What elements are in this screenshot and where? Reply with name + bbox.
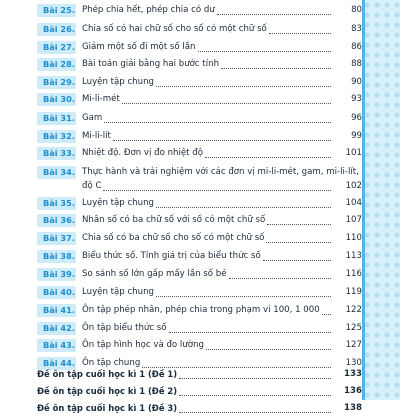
lesson-title: Ôn tập hình học và đo lường <box>82 340 204 350</box>
toc-entry[interactable] <box>0 304 362 317</box>
dot-leader <box>156 296 331 297</box>
page-number: 101 <box>345 148 362 158</box>
toc-entry[interactable] <box>0 93 362 106</box>
lesson-number-badge: Bài 44. <box>37 357 76 370</box>
lesson-number-badge: Bài 29. <box>37 76 76 89</box>
toc-entry[interactable] <box>0 339 362 352</box>
toc-entry[interactable] <box>0 147 362 160</box>
dot-leader <box>229 278 331 279</box>
dot-leader <box>266 242 331 243</box>
page-number: 80 <box>351 5 362 15</box>
lesson-number-badge: Bài 30. <box>37 93 76 106</box>
lesson-title: Nhân số có ba chữ số với số có một chữ số <box>82 215 266 225</box>
lesson-title: Chia số có hai chữ số cho số có một chữ số <box>82 24 267 34</box>
lesson-title: So sánh số lớn gấp mấy lần số bé <box>82 269 227 279</box>
lesson-title: Chia số có ba chữ số cho số có một chữ số <box>82 233 265 243</box>
dot-leader <box>206 349 331 350</box>
page-number: 127 <box>345 340 362 350</box>
page-number: 96 <box>351 113 362 123</box>
toc-entry[interactable] <box>0 23 362 36</box>
toc-entry[interactable] <box>0 58 362 71</box>
lesson-title: Thực hành và trải nghiệm với các đơn vị mi-li-mét, gam, mi-li-lít, <box>82 167 359 177</box>
lesson-number-badge: Bài 33. <box>37 147 76 160</box>
page-number: 119 <box>345 287 362 297</box>
page-number: 99 <box>351 131 362 141</box>
toc-entry[interactable] <box>0 76 362 89</box>
lesson-number-badge: Bài 32. <box>37 130 76 143</box>
lesson-title: Bài toán giải bằng hai bước tính <box>82 59 220 69</box>
page-number: 93 <box>351 94 362 104</box>
lesson-title: Giảm một số đi một số lần <box>82 42 196 52</box>
dot-leader <box>217 14 331 15</box>
dot-leader <box>263 260 331 261</box>
lesson-title: Biểu thức số. Tính giá trị của biểu thức số <box>82 251 261 261</box>
dot-leader <box>205 157 331 158</box>
page-number: 113 <box>345 251 362 261</box>
dot-leader <box>179 412 331 413</box>
exam-title: Đề ôn tập cuối học kì 1 (Đề 3) <box>37 403 178 413</box>
page-number: 133 <box>344 369 362 379</box>
lesson-title: Luyện tập chung <box>82 198 154 208</box>
dot-leader <box>142 367 331 368</box>
page-number: 122 <box>345 305 362 315</box>
page-number: 83 <box>351 24 362 34</box>
dot-leader <box>113 140 331 141</box>
lesson-number-badge: Bài 28. <box>37 58 76 71</box>
dot-leader <box>104 122 331 123</box>
exam-entry[interactable] <box>0 386 362 399</box>
lesson-title: Luyện tập chung <box>82 287 154 297</box>
dot-leader <box>221 68 331 69</box>
dot-leader <box>269 33 331 34</box>
lesson-number-badge: Bài 38. <box>37 250 76 263</box>
page-number: 136 <box>344 386 362 396</box>
dot-leader <box>267 224 331 225</box>
page-number: 88 <box>351 59 362 69</box>
lesson-title: Ôn tập phép nhân, phép chia trong phạm vi 100, 1 000 <box>82 305 320 315</box>
page-number: 90 <box>351 77 362 87</box>
dot-leader <box>169 332 331 333</box>
page-number: 110 <box>345 233 362 243</box>
dot-leader <box>156 86 331 87</box>
toc-entry[interactable] <box>0 166 362 192</box>
page-number: 102 <box>345 181 362 191</box>
page-number: 130 <box>345 358 362 368</box>
page-number: 107 <box>345 215 362 225</box>
page-number: 104 <box>345 198 362 208</box>
lesson-number-badge: Bài 35. <box>37 197 76 210</box>
exam-entry[interactable] <box>0 403 362 416</box>
lesson-number-badge: Bài 42. <box>37 322 76 335</box>
lesson-title: Nhiệt độ. Đơn vị đo nhiệt độ <box>82 148 203 158</box>
lesson-title: Mi-li-mét <box>82 94 120 104</box>
dot-leader <box>198 51 332 52</box>
toc-entry[interactable] <box>0 197 362 210</box>
page-number: 86 <box>351 42 362 52</box>
exam-title: Đề ôn tập cuối học kì 1 (Đề 1) <box>37 369 178 379</box>
page-number: 125 <box>345 323 362 333</box>
lesson-number-badge: Bài 27. <box>37 41 76 54</box>
dot-leader <box>122 103 331 104</box>
toc-entry[interactable] <box>0 268 362 281</box>
lesson-number-badge: Bài 25. <box>37 4 76 17</box>
dot-leader <box>322 314 331 315</box>
toc-entry[interactable] <box>0 112 362 125</box>
toc-entry[interactable] <box>0 232 362 245</box>
toc-entry[interactable] <box>0 4 362 17</box>
page-number: 116 <box>345 269 362 279</box>
lesson-title: Phép chia hết, phép chia có dư <box>82 5 215 15</box>
lesson-title: Ôn tập biểu thức số <box>82 323 167 333</box>
toc-entry[interactable] <box>0 286 362 299</box>
dot-leader <box>179 395 331 396</box>
toc-entry[interactable] <box>0 41 362 54</box>
lesson-number-badge: Bài 40. <box>37 286 76 299</box>
dot-leader <box>156 207 331 208</box>
toc-entry[interactable] <box>0 130 362 143</box>
decorative-side-strip <box>362 0 400 400</box>
toc-entry[interactable] <box>0 322 362 335</box>
lesson-number-badge: Bài 34. <box>37 166 76 179</box>
lesson-number-badge: Bài 26. <box>37 23 76 36</box>
toc-entry[interactable] <box>0 214 362 227</box>
dot-leader <box>103 190 331 191</box>
lesson-number-badge: Bài 36. <box>37 214 76 227</box>
exam-entry[interactable] <box>0 369 362 382</box>
lesson-number-badge: Bài 39. <box>37 268 76 281</box>
lesson-title: Mi-li-lít <box>82 131 111 141</box>
lesson-number-badge: Bài 43. <box>37 339 76 352</box>
lesson-number-badge: Bài 41. <box>37 304 76 317</box>
exam-title: Đề ôn tập cuối học kì 1 (Đề 2) <box>37 386 178 396</box>
lesson-title: Gam <box>82 113 103 123</box>
dot-leader <box>179 378 331 379</box>
page-number: 138 <box>344 403 362 413</box>
lesson-title: Ôn tập chung <box>82 358 141 368</box>
lesson-title-continuation: độ C <box>82 181 102 191</box>
lesson-number-badge: Bài 31. <box>37 112 76 125</box>
lesson-title: Luyện tập chung <box>82 77 154 87</box>
lesson-number-badge: Bài 37. <box>37 232 76 245</box>
toc-entry[interactable] <box>0 250 362 263</box>
